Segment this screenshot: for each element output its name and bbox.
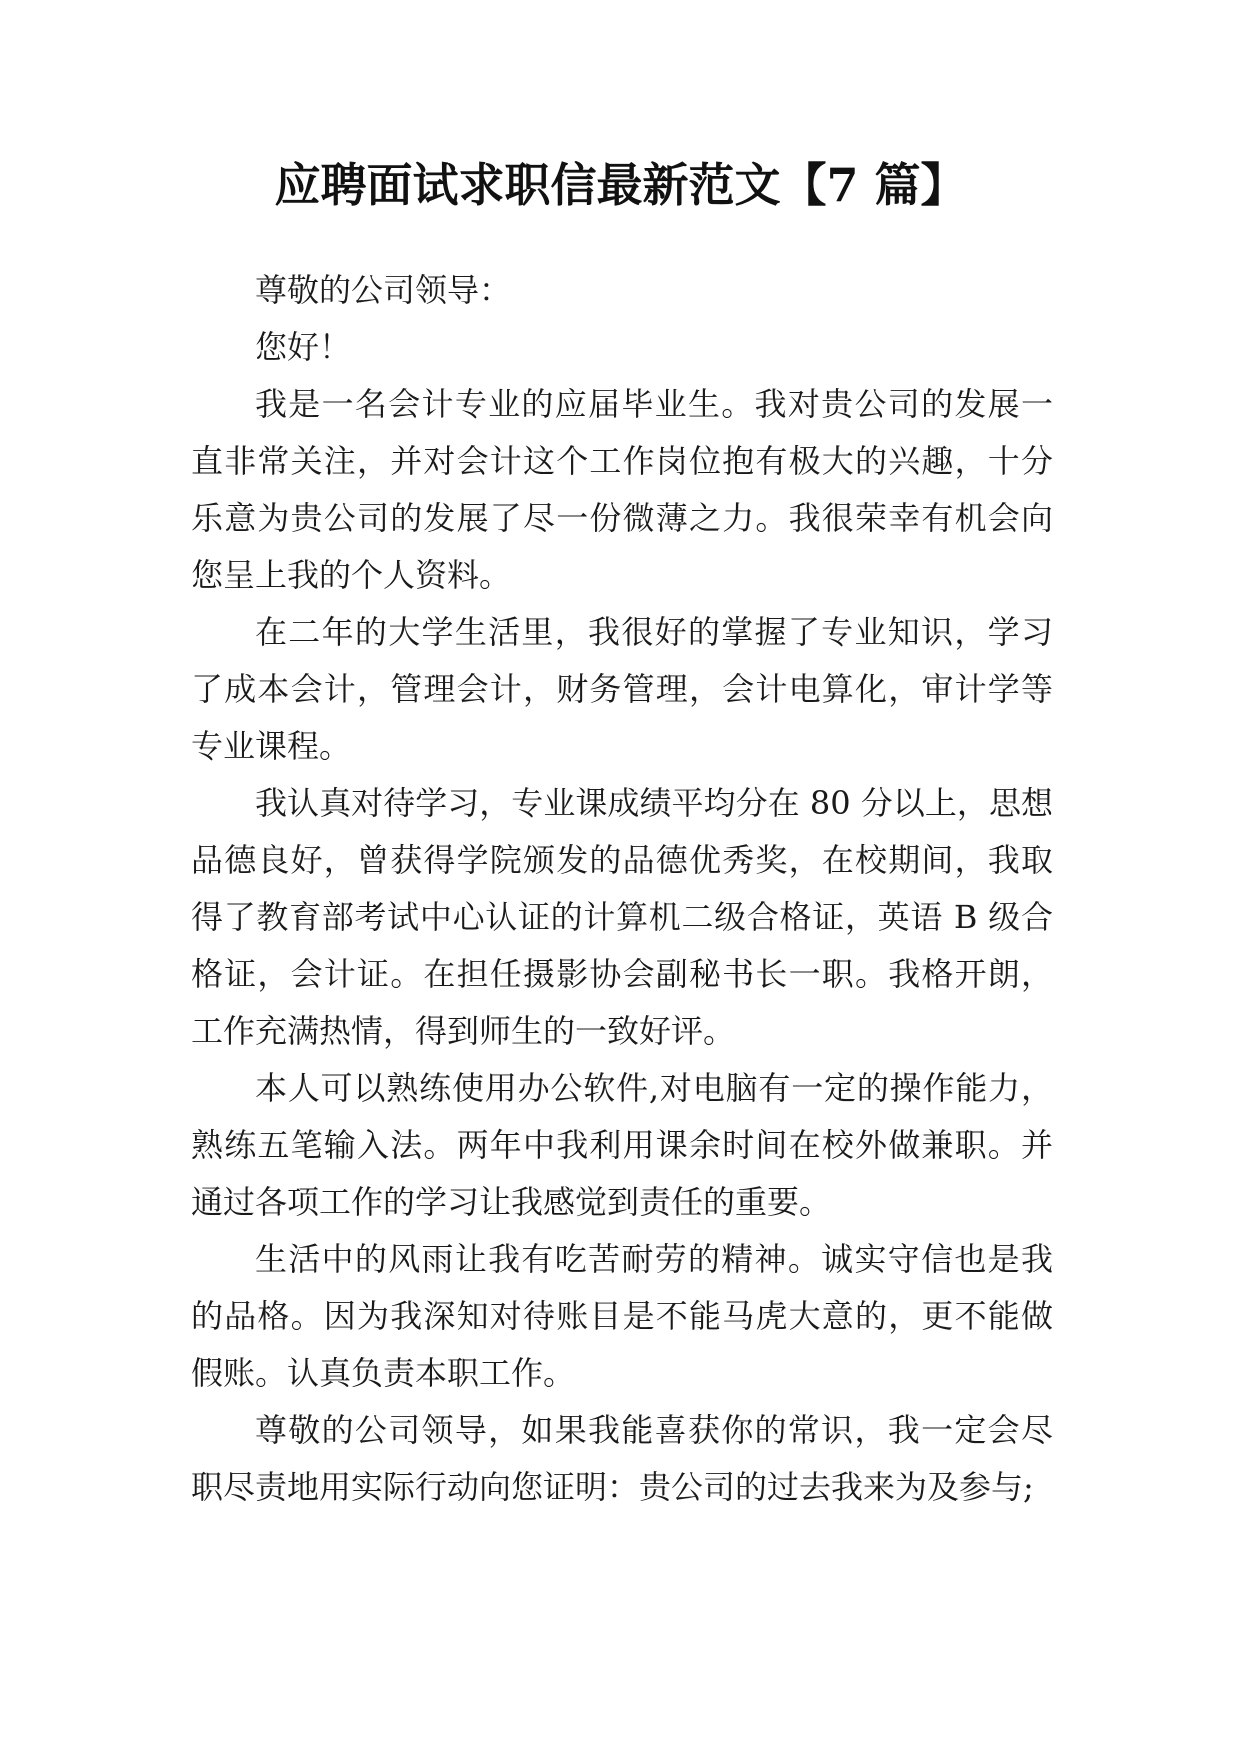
paragraph-introduction: 我是一名会计专业的应届毕业生。我对贵公司的发展一直非常关注，并对会计这个工作岗位抱有极大的兴趣，十分乐意为贵公司的发展了尽一份微薄之力。我很荣幸有机会向您呈上我的个人资料。 [191,385,1053,594]
paragraph-education: 在二年的大学生活里，我很好的掌握了专业知识，学习了成本会计，管理会计，财务管理，会计电算化，审计学等专业课程。 [191,613,1053,765]
paragraph-achievements: 我认真对待学习，专业课成绩平均分在 80 分以上，思想品德良好，曾获得学院颁发的品德优秀奖，在校期间，我取得了教育部考试中心认证的计算机二级合格证，英语 B 级合格证，会计证。在担任摄影协会副秘书长一职。我格开朗，工作充满热情，得到师生的一致好评。 [191,784,1053,1050]
salutation: 尊敬的公司领导： [255,271,512,309]
greeting: 您好！ [255,328,352,366]
paragraph-closing: 尊敬的公司领导，如果我能喜获你的常识，我一定会尽职尽责地用实际行动向您证明：贵公司的过去我来为及参与; [191,1411,1053,1506]
paragraph-character: 生活中的风雨让我有吃苦耐劳的精神。诚实守信也是我的品格。因为我深知对待账目是不能马虎大意的，更不能做假账。认真负责本职工作。 [191,1240,1053,1392]
document-title: 应聘面试求职信最新范文【7 篇】 [274,158,967,212]
paragraph-skills: 本人可以熟练使用办公软件,对电脑有一定的操作能力，熟练五笔输入法。两年中我利用课余时间在校外做兼职。并通过各项工作的学习让我感觉到责任的重要。 [191,1069,1053,1221]
document-body [191,262,1053,1516]
